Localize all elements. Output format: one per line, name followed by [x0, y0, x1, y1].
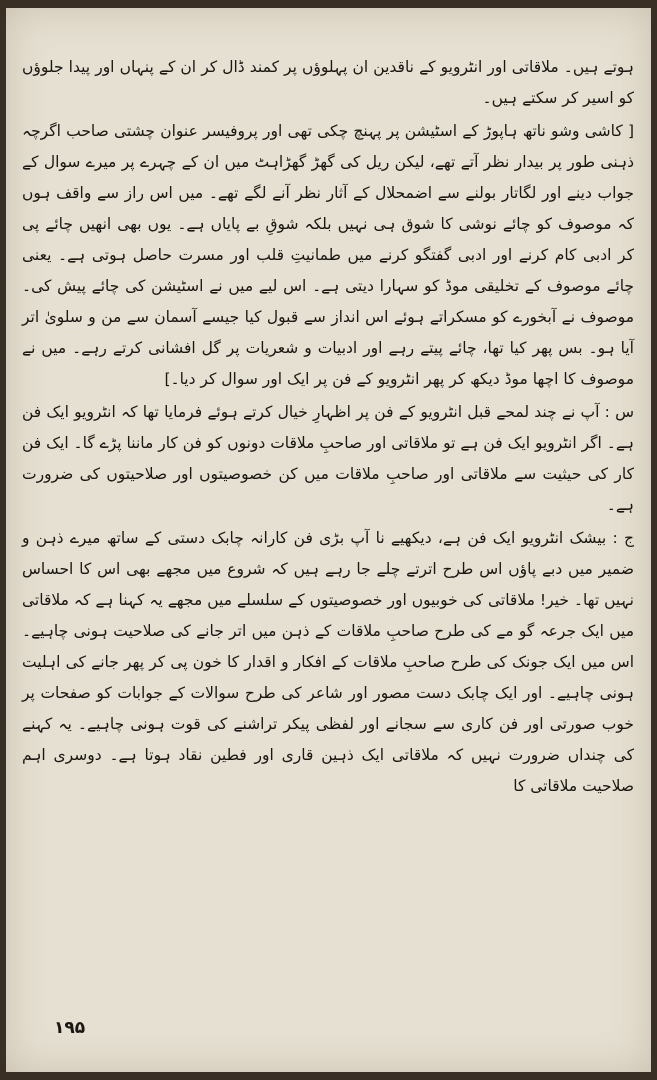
page-number: ۱۹۵: [54, 1018, 86, 1038]
paragraph-intro-end: ہوتے ہیں۔ ملاقاتی اور انٹرویو کے ناقدین ان پہلوؤں پر کمند ڈال کر ان کے پنہاں اور پیدا جلوؤں کو اسیر کر سکتے ہیں۔: [22, 58, 634, 107]
paragraph-answer: ج : بیشک انٹرویو ایک فن ہے، دیکھیے نا آپ بڑی فن کارانہ چابک دستی کے ساتھ میرے ذہن و ضمیر میں دبے پاؤں اس طرح اترتے چلے جا رہے ہیں کہ شروع میں مجھے بھی اس کا احساس نہیں تھا۔ خیر! ملاقاتی کی خوبیوں اور خصوصیتوں کے سلسلے میں مجھے یہ کہنا ہے کہ ملاقاتی میں ایک جرعہ گو مے کی طرح صاحبِ ملاقات کے ذہن میں اتر جانے کی صلاحیت ہونی چاہیے۔ اس میں ایک جونک کی طرح صاحبِ ملاقات کے افکار و اقدار کا خون پی کر پھر جانے کی اہلیت ہونی چاہیے۔ اور ایک چابک دست مصور اور شاعر کی طرح سوالات کے جوابات کو صفحات پر خوب صورتی اور فن کاری سے سجانے اور لفظی پیکر تراشنے کی قوت ہونی چاہیے۔ یہ کہنے کی چنداں ضرورت نہیں کہ ملاقاتی ایک ذہین قاری اور فطین نقاد ہوتا ہے۔ دوسری اہم صلاحیت ملاقاتی کا: [22, 529, 634, 795]
paragraph-narrative: [ کاشی وشو ناتھ ہاپوڑ کے اسٹیشن پر پہنچ چکی تھی اور پروفیسر عنوان چشتی صاحب اگرچہ ذہنی طور پر بیدار نظر آتے تھے، لیکن ریل کی گھڑ گھڑاہٹ میں ان کے چہرے پر میرے سوال کے جواب دینے اور لگاتار بولنے سے اضمحلال کے آثار نظر آنے لگے تھے۔ میں اس راز سے واقف ہوں کہ موصوف کو چائے نوشی کا شوق ہی نہیں بلکہ شوقِ بے پایاں ہے۔ یوں بھی انھیں چائے پی کر ادبی کام کرنے اور ادبی گفتگو کرنے میں طمانیتِ قلب اور مسرت حاصل ہوتی ہے۔ یعنی چائے موصوف کے تخلیقی موڈ کو سہارا دیتی ہے۔ اس لیے میں نے اسٹیشن کی چائے پیش کی۔ موصوف نے آبخورے کو مسکراتے ہوئے اس انداز سے قبول کیا جیسے آسمان سے من و سلویٰ اتر آیا ہو۔ بس پھر کیا تھا، چائے پیتے رہے اور ادبیات و شعریات پر گل افشانی کرتے رہے۔ میں نے موصوف کا اچھا موڈ دیکھ کر پھر انٹرویو کے فن پر ایک اور سوال کر دیا۔]: [22, 122, 634, 388]
page-body: [22, 52, 634, 802]
book-page: [6, 8, 651, 1072]
paragraph-question: س : آپ نے چند لمحے قبل انٹرویو کے فن پر اظہارِ خیال کرتے ہوئے فرمایا تھا کہ انٹرویو ایک فن ہے۔ اگر انٹرویو ایک فن ہے تو ملاقاتی اور صاحبِ ملاقات دونوں کو فن کار ماننا پڑے گا۔ ایک فن کار کی حیثیت سے ملاقاتی اور صاحبِ ملاقات میں کن خصوصیتوں اور صلاحیتوں کی ضرورت ہے۔: [22, 403, 634, 514]
